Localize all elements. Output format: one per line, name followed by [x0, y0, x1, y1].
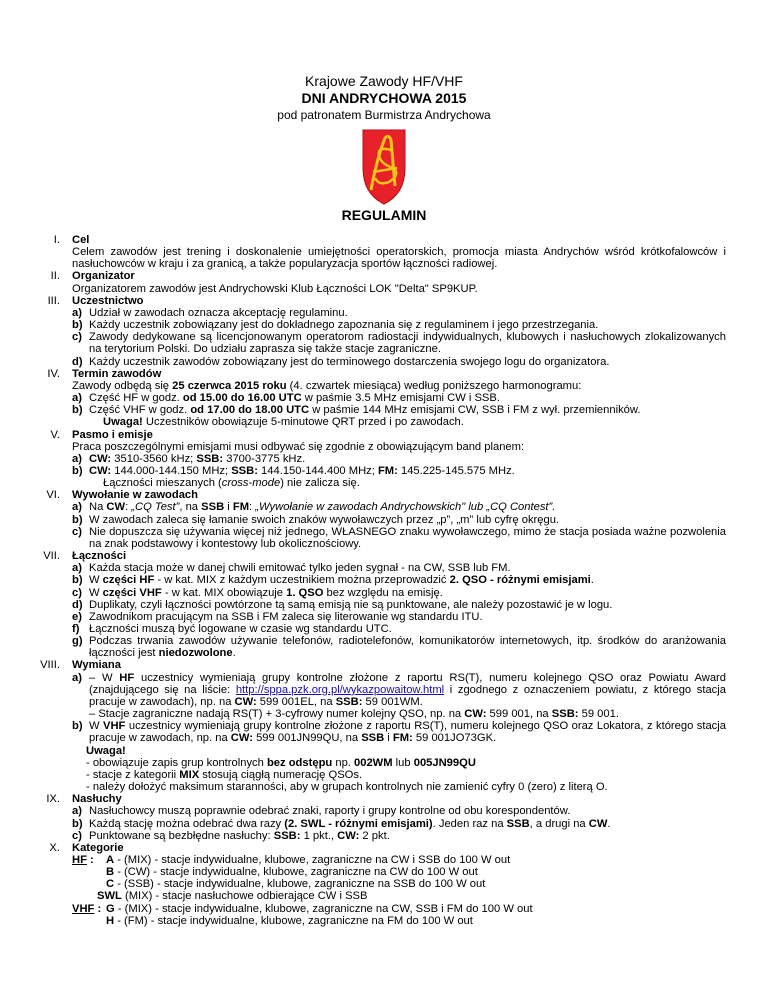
list-item: a) Każda stacja może w danej chwili emitować tylko jeden sygnał - na CW, SSB lub FM. [72, 562, 511, 575]
section-title: Łączności [72, 550, 127, 563]
list-item: d) Każdy uczestnik zawodów zobowiązany jest do terminowego dostarczenia swojego logu do organizatora. [72, 355, 610, 368]
section-text: Organizatorem zawodów jest Andrychowski Klub Łączności LOK "Delta" SP9KUP. [72, 282, 478, 295]
note-heading: Uwaga! [86, 744, 126, 757]
note-item: - należy dołożyć maksimum staranności, aby w grupach kontrolnych nie zamienić cyfry 0 (zero) z literą O. [86, 781, 608, 794]
section-uczestnictwo [0, 295, 768, 368]
section-kategorie [0, 842, 768, 927]
section-text: Zawody odbędą się 25 czerwca 2015 roku (4. czwartek miesiąca) według poniższego harmonogramu: [72, 379, 582, 392]
category-row: HF : A - (MIX) - stacje indywidualne, klubowe, zagraniczne na CW i SSB do 100 W out [72, 853, 511, 866]
regulations-heading: REGULAMIN [341, 207, 427, 223]
list-item: g) Podczas trwania zawodów używanie telefonów, radiotelefonów, komunikatorów internetowych, itp. środków do aranżowania łączności jest niedozwolone. [72, 635, 726, 660]
category-row: H - (FM) - stacje indywidualne, klubowe, zagraniczne na FM do 100 W out [106, 914, 473, 927]
section-cel [0, 234, 768, 270]
note: Uwaga! Uczestników obowiązuje 5-minutowe QRT przed i po zawodach. [103, 416, 464, 429]
list-item: e) Zawodnikom pracującym na SSB i FM zaleca się literowanie wg standardu ITU. [72, 610, 483, 623]
section-number: VIII. [40, 659, 60, 672]
section-text: Praca poszczególnymi emisjami musi odbywać się zgodnie z obowiązującym band planem: [72, 440, 525, 453]
list-item: c) Nie dopuszcza się używania więcej niż jednego, WŁASNEGO znaku wywoławczego, mimo że stacja posiada ważne pozwolenia na znak podstawowy i kontestowy lub okolicznościowy. [72, 525, 726, 550]
list-item: – Stacje zagraniczne nadają RS(T) + 3-cyfrowy numer kolejny QSO, np. na CW: 599 001, na SSB: 59 001. [89, 708, 619, 721]
section-termin [0, 368, 768, 429]
list-item: b) Część VHF w godz. od 17.00 do 18.00 UTC w paśmie 144 MHz emisjami CW, SSB i FM z wył. przemienników. [72, 404, 641, 417]
list-item: b) Każdy uczestnik zobowiązany jest do dokładnego zapoznania się z regulaminem i jego przestrzegania. [72, 319, 599, 332]
section-title: Wymiana [72, 659, 121, 672]
note-item: - stacje z kategorii MIX stosują ciągłą numerację QSOs. [86, 768, 363, 781]
section-wymiana [0, 659, 768, 793]
regulations-body [0, 234, 768, 927]
section-number: X. [49, 841, 60, 854]
list-item: c) Zawody dedykowane są licencjonowanym operatorom radiostacji indywidualnych, klubowych i nasłuchowych zlokalizowanych na terytorium Polski. Do udziału zaprasza się także stacje zagraniczne. [72, 331, 726, 356]
list-item: b) Każdą stację można odebrać dwa razy (2. SWL - różnymi emisjami). Jeden raz na SSB, a drugi na CW. [72, 817, 611, 830]
section-title: Uczestnictwo [72, 294, 144, 307]
list-item: a) CW: 3510-3560 kHz; SSB: 3700-3775 kHz. [72, 452, 306, 465]
andrychow-coat-of-arms [333, 128, 435, 206]
list-item: a) Część HF w godz. od 15.00 do 16.00 UTC w paśmie 3.5 MHz emisjami CW i SSB. [72, 392, 500, 405]
list-item: a) Nasłuchowcy muszą poprawnie odebrać znaki, raporty i grupy kontrolne od obu korespondentów. [72, 805, 571, 818]
contest-title: Krajowe Zawody HF/VHF [305, 73, 463, 89]
category-row: C - (SSB) - stacje indywidualne, klubowe, zagraniczne na SSB do 100 W out [106, 878, 486, 891]
list-item: a) Udział w zawodach oznacza akceptację regulaminu. [72, 306, 348, 319]
section-number: II. [50, 270, 60, 283]
category-row: VHF : G - (MIX) - stacje indywidualne, klubowe, zagraniczne na CW, SSB i FM do 100 W out [72, 902, 533, 915]
section-lacznosci [0, 550, 768, 659]
patronage-line: pod patronatem Burmistrza Andrychowa [277, 108, 491, 122]
section-title: Organizator [72, 270, 135, 283]
note: Łączności mieszanych (cross-mode) nie zalicza się. [103, 477, 360, 490]
section-number: V. [50, 428, 60, 441]
list-item: a) – W HF uczestnicy wymieniają grupy kontrolne złożone z raportu RS(T), numeru kolejnego QSO oraz Powiatu Award (znajdującego się na liście: http://sppa.pzk.org.pl/wykazpowaitow.html i zgodnego z oznaczeniem powiatu, z którego stacja pracuje w zawodach), np. na CW: 599 001EL, na SSB: 59 001WM. [72, 671, 727, 708]
section-number: IX. [46, 793, 60, 806]
list-item: f) Łączności muszą być logowane w czasie wg standardu UTC. [72, 623, 392, 635]
category-row: B - (CW) - stacje indywidualne, klubowe, zagraniczne na CW do 100 W out [106, 866, 478, 879]
section-title: Pasmo i emisje [72, 428, 153, 441]
list-item: b) CW: 144.000-144.150 MHz; SSB: 144.150-144.400 MHz; FM: 145.225-145.575 MHz. [72, 464, 515, 477]
section-title: Kategorie [72, 841, 124, 854]
powiat-list-link[interactable]: http://sppa.pzk.org.pl/wykazpowaitow.html [235, 683, 445, 696]
section-wywolanie [0, 489, 768, 550]
section-number: I. [53, 234, 60, 246]
list-item: d) Duplikaty, czyli łączności powtórzone tą samą emisją nie są punktowane, ale należy pozostawić je w logu. [72, 598, 613, 611]
category-row: SWL (MIX) - stacje nasłuchowe odbierające CW i SSB [97, 890, 368, 903]
contest-name: DNI ANDRYCHOWA 2015 [301, 90, 467, 106]
list-item: b) W części HF - w kat. MIX z każdym uczestnikiem można przeprowadzić 2. QSO - różnymi emisjami. [72, 574, 594, 587]
section-title: Nasłuchy [72, 793, 122, 806]
section-text: Celem zawodów jest trening i doskonalenie umiejętności operatorskich, promocja miasta Andrychów wśród krótkofalowców i nasłuchowców w kraju i za granicą, a także popularyzacja sportów łączności radiowej. [72, 246, 726, 271]
list-item: c) W części VHF - w kat. MIX obowiązuje 1. QSO bez względu na emisję. [72, 586, 443, 599]
section-title: Cel [72, 234, 90, 246]
section-title: Termin zawodów [72, 367, 162, 380]
section-nasluchy [0, 793, 768, 842]
list-item: c) Punktowane są bezbłędne nasłuchy: SSB: 1 pkt., CW: 2 pkt. [72, 829, 390, 842]
list-item: b) W VHF uczestnicy wymieniają grupy kontrolne złożone z raportu RS(T), numeru kolejnego QSO oraz Lokatora, z którego stacja pracuje w zawodach, np. na CW: 599 001JN99QU, na SSB i FM: 59 001JO73GK. [72, 720, 726, 745]
section-title: Wywołanie w zawodach [72, 489, 198, 502]
section-number: VI. [46, 489, 60, 502]
section-pasmo [0, 429, 768, 490]
section-number: VII. [43, 550, 60, 563]
section-organizator [0, 270, 768, 294]
section-number: IV. [47, 367, 60, 380]
list-item: b) W zawodach zaleca się łamanie swoich znaków wywoławczych przez „p”, „m” lub cyfrę okręgu. [72, 513, 560, 526]
section-number: III. [47, 294, 60, 307]
list-item: a) Na CW: „CQ Test”, na SSB i FM: „Wywołanie w zawodach Andrychowskich" lub „CQ Contest”. [72, 501, 556, 514]
note-item: - obowiązuje zapis grup kontrolnych bez odstępu np. 002WM lub 005JN99QU [86, 756, 476, 769]
